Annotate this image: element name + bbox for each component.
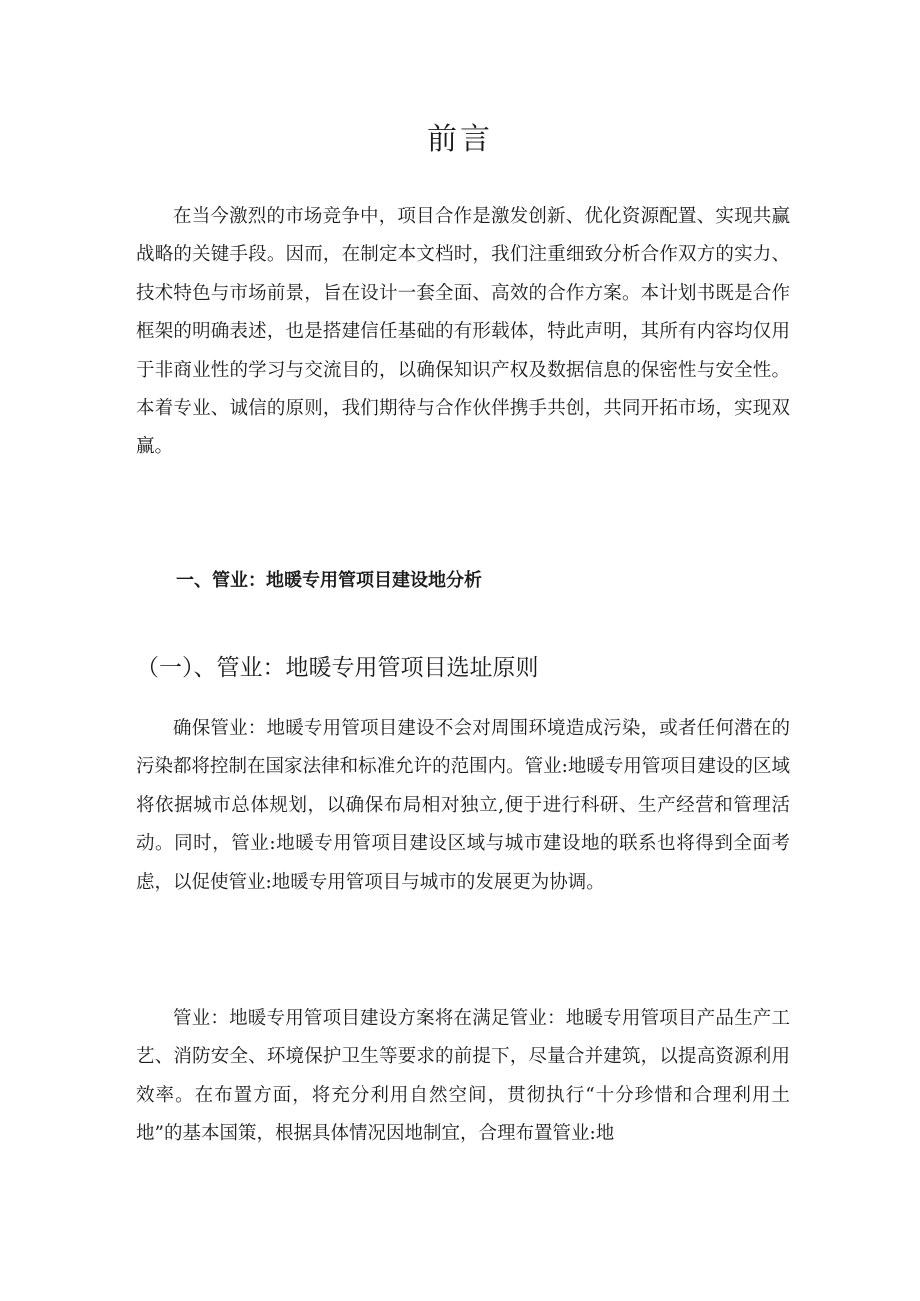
body-paragraph: 确保管业：地暖专用管项目建设不会对周围环境造成污染，或者任何潜在的污染都将控制在国家法律和标准允许的范围内。管业:地暖专用管项目建设的区域将依据城市总体规划，以确保布局相对独立,便于进行科研、生产经营和管理活动。同时，管业:地暖专用管项目建设区域与城市建设地的联系也将得到全面考虑，以促使管业:地暖专用管项目与城市的发展更为协调。 [136,718,790,893]
section-heading: 一、管业：地暖专用管项目建设地分析 [176,570,482,591]
body-paragraph: 管业：地暖专用管项目建设方案将在满足管业：地暖专用管项目产品生产工艺、消防安全、环境保护卫生等要求的前提下，尽量合并建筑，以提高资源利用效率。在布置方面，将充分利用自然空间，贯彻执行“十分珍惜和合理利用土地”的基本国策，根据具体情况因地制宜，合理布置管业:地 [136,1008,790,1145]
subsection-heading: （一）、管业：地暖专用管项目选址原则 [136,655,539,681]
preface-paragraph: 在当今激烈的市场竞争中，项目合作是激发创新、优化资源配置、实现共赢战略的关键手段。因而，在制定本文档时，我们注重细致分析合作双方的实力、技术特色与市场前景，旨在设计一套全面、高效的合作方案。本计划书既是合作框架的明确表述，也是搭建信任基础的有形载体，特此声明，其所有内容均仅用于非商业性的学习与交流目的，以确保知识产权及数据信息的保密性与安全性。本着专业、诚信的原则，我们期待与合作伙伴携手共创，共同开拓市场，实现双赢。 [136,206,790,458]
document-title: 前言 [427,122,493,157]
